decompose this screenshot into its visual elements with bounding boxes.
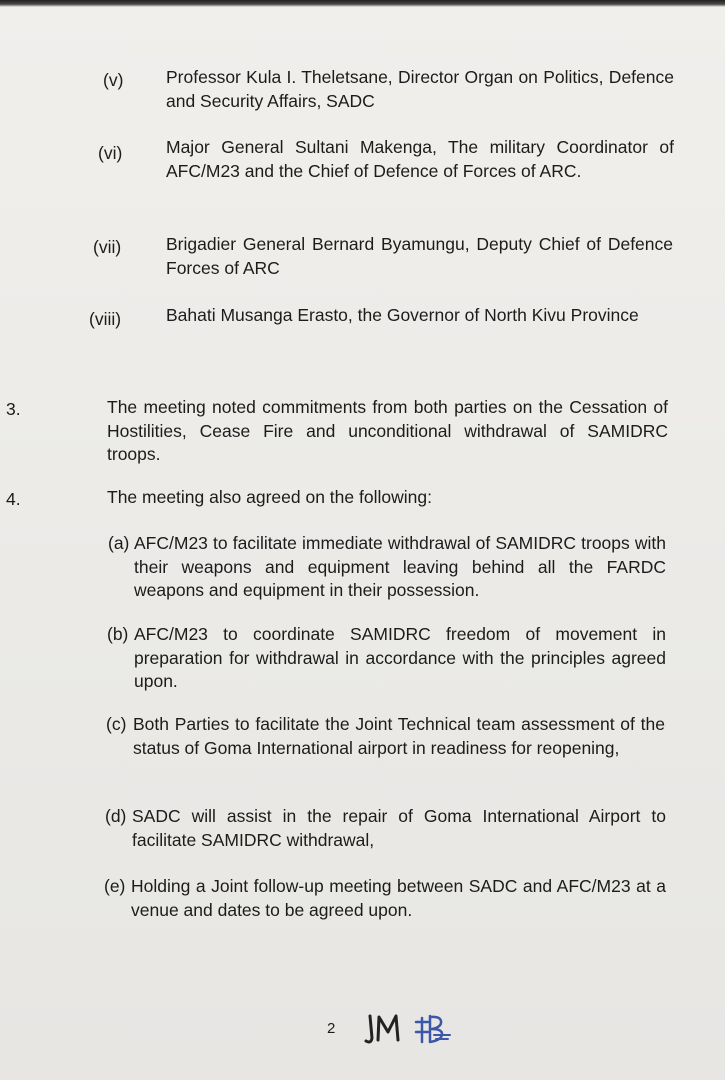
agreement-label: (e) (104, 876, 126, 896)
list-item-label: (vii) (93, 237, 122, 257)
agreement-label: (c) (106, 714, 127, 734)
agreement-text: Both Parties to facilitate the Joint Technical team assessment of the status of Goma International airport in readiness for reopening, (133, 714, 665, 758)
agreement-label: (b) (107, 624, 129, 644)
agreement-label: (d) (105, 806, 127, 826)
list-item-text: Brigadier General Bernard Byamungu, Deputy Chief of Defence Forces of ARC (166, 234, 673, 278)
list-item-label: (v) (103, 70, 124, 90)
list-item-text: Major General Sultani Makenga, The military Coordinator of AFC/M23 and the Chief of Defence of Forces of ARC. (166, 137, 674, 181)
paragraph-text: The meeting also agreed on the following: (107, 487, 432, 507)
paragraph-number: 3. (6, 399, 21, 419)
list-item-label: (vi) (98, 143, 123, 163)
agreement-text: SADC will assist in the repair of Goma International Airport to facilitate SAMIDRC withdrawal, (132, 806, 666, 850)
list-item-text: Professor Kula I. Theletsane, Director Organ on Politics, Defence and Security Affairs, SADC (166, 67, 674, 111)
agreement-text: AFC/M23 to facilitate immediate withdrawal of SAMIDRC troops with their weapons and equipment leaving behind all the FARDC weapons and equipment in their possession. (134, 533, 666, 600)
agreement-text: AFC/M23 to coordinate SAMIDRC freedom of movement in preparation for withdrawal in accordance with the principles agreed upon. (134, 624, 666, 691)
paragraph-number: 4. (6, 489, 21, 509)
paragraph-text: The meeting noted commitments from both parties on the Cessation of Hostilities, Cease Fire and unconditional withdrawal of SAMIDRC troops. (107, 397, 668, 464)
agreement-label: (a) (108, 533, 130, 553)
page-number: 2 (327, 1020, 336, 1037)
scan-edge-shadow (0, 0, 725, 7)
agreement-text: Holding a Joint follow-up meeting between SADC and AFC/M23 at a venue and dates to be agreed upon. (131, 876, 666, 920)
handwritten-initials (362, 1008, 472, 1048)
list-item-label: (viii) (89, 309, 122, 329)
list-item-text: Bahati Musanga Erasto, the Governor of North Kivu Province (166, 305, 639, 325)
